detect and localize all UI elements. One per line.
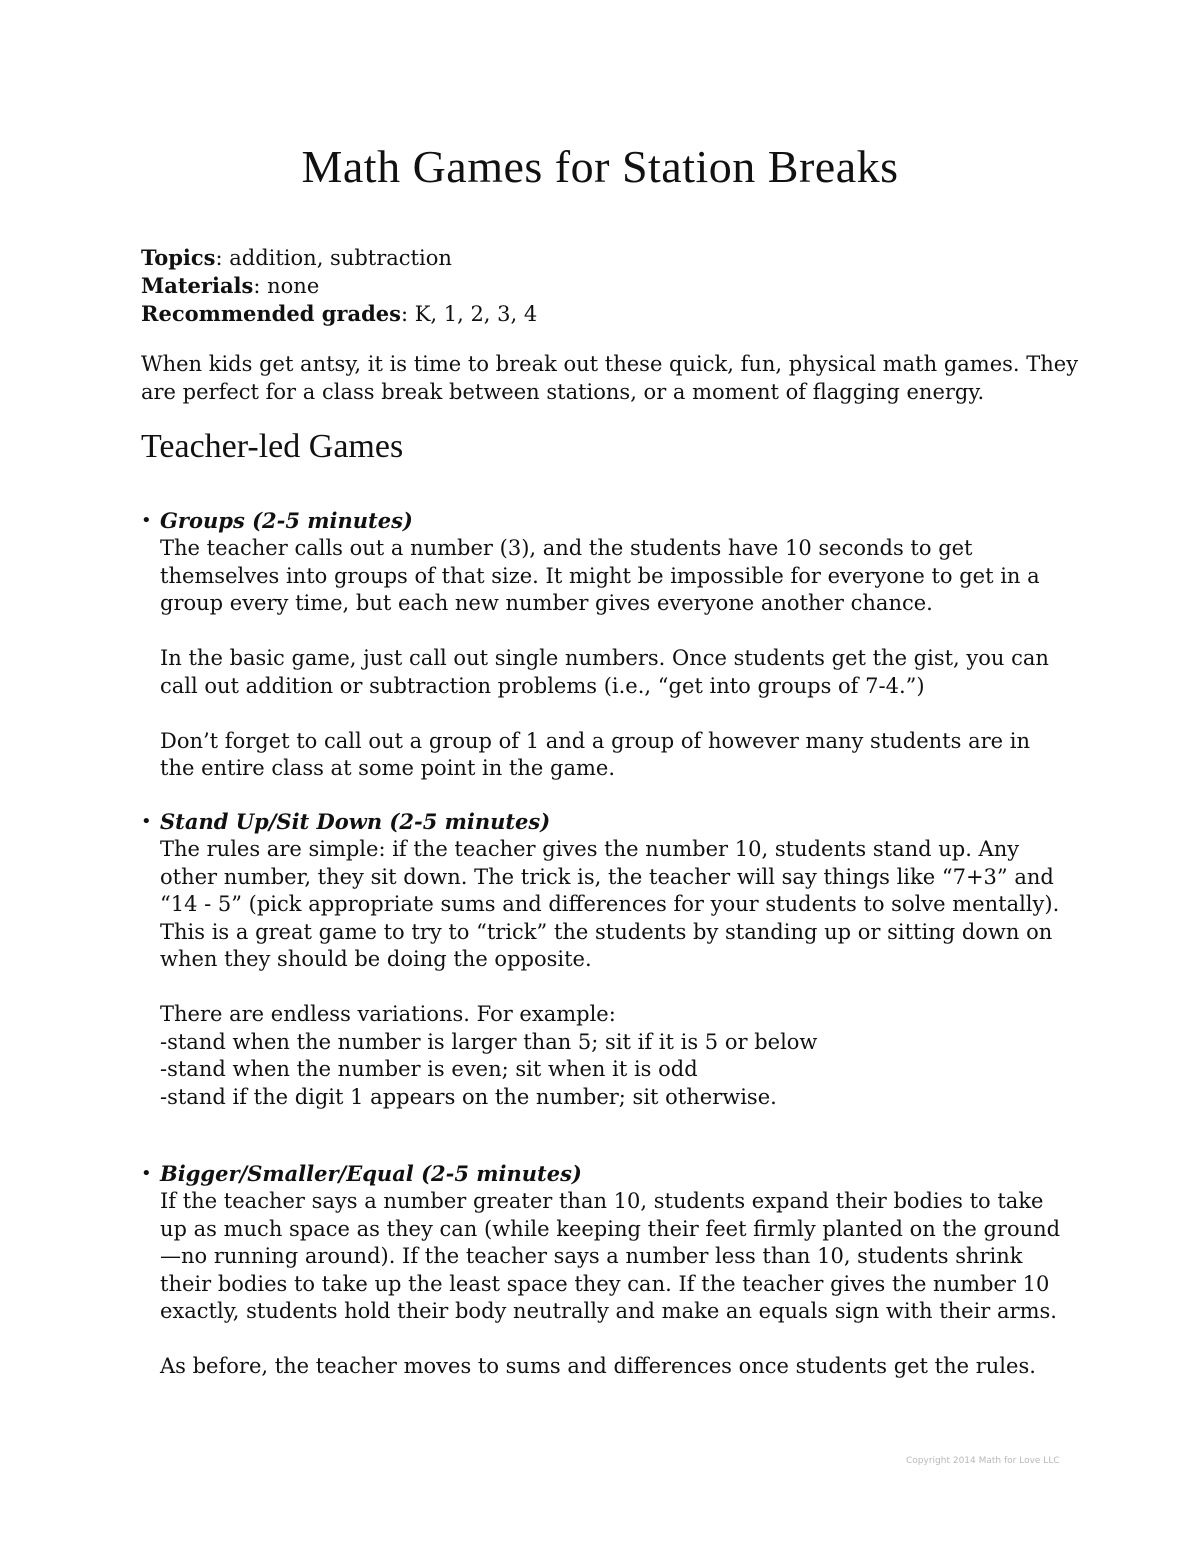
game-title: Stand Up/Sit Down (2-5 minutes): [160, 809, 551, 834]
materials-line: [141, 272, 1101, 300]
variation-item: -stand when the number is even; sit when it is odd: [160, 1057, 698, 1081]
page-title: Math Games for Station Breaks: [301, 141, 899, 192]
game-body: [160, 836, 1071, 1111]
game-paragraph: If the teacher says a number greater than 10, students expand their bodies to take up as much space as they can (while keeping their feet firmly planted on the ground—no running around). If the teacher says a number less than 10, students shrink their bodies to take up the least space they can. If the teacher gives the number 10 exactly, students hold their body neutrally and make an equals sign with their arms.: [160, 1189, 1061, 1323]
game-paragraph: The teacher calls out a number (3), and the students have 10 seconds to get themselves into groups of that size. It might be impossible for everyone to get in a group every time, but each new number gives everyone another chance.: [160, 536, 1040, 615]
game-title: Bigger/Smaller/Equal (2-5 minutes): [160, 1161, 582, 1186]
variation-item: -stand when the number is larger than 5; sit if it is 5 or below: [160, 1029, 818, 1054]
bullet-icon: •: [141, 811, 152, 832]
grades-line: [141, 300, 1101, 328]
variations-block: [160, 1001, 1071, 1111]
game-header: [141, 808, 1071, 836]
game-paragraph: As before, the teacher moves to sums and differences once students get the rules.: [160, 1354, 1036, 1378]
materials-value: : none: [253, 274, 320, 298]
game-paragraph: Don’t forget to call out a group of 1 and a group of however many students are in the entire class at some point in the game.: [160, 728, 1030, 780]
copyright-notice: Copyright 2014 Math for Love LLC: [906, 1456, 1060, 1466]
section-heading: Teacher-led Games: [141, 428, 404, 465]
game-header: [141, 507, 1071, 535]
bullet-icon: •: [141, 510, 152, 531]
intro-paragraph: When kids get antsy, it is time to break out these quick, fun, physical math games. They are perfect for a class break between stations, or a moment of flagging energy.: [141, 352, 1079, 404]
game-groups: [141, 507, 1071, 783]
topics-label: Topics: [141, 245, 216, 270]
game-paragraph: In the basic game, just call out single numbers. Once students get the gist, you can call out addition or subtraction problems (i.e., “get into groups of 7-4.”): [160, 646, 1049, 698]
game-paragraph: The rules are simple: if the teacher gives the number 10, students stand up. Any other number, they sit down. The trick is, the teacher will say things like “7+3” and “14 - 5” (pick appropriate sums and differences for your students to solve mentally). This is a great game to try to “trick” the students by standing up or sitting down on when they should be doing the opposite.: [160, 837, 1060, 971]
game-body: [160, 535, 1071, 783]
topics-value: : addition, subtraction: [215, 246, 452, 270]
game-header: [141, 1160, 1071, 1188]
bullet-icon: •: [141, 1163, 152, 1184]
topics-line: [141, 244, 1101, 272]
game-stand-up-sit-down: [141, 808, 1071, 1111]
grades-label: Recommended grades: [141, 301, 401, 326]
grades-value: : K, 1, 2, 3, 4: [400, 302, 538, 326]
materials-label: Materials: [141, 273, 254, 298]
game-body: [160, 1188, 1071, 1381]
game-bigger-smaller-equal: [141, 1160, 1071, 1381]
game-title: Groups (2-5 minutes): [160, 508, 413, 533]
lesson-meta: [141, 244, 1101, 328]
variation-item: -stand if the digit 1 appears on the number; sit otherwise.: [160, 1084, 777, 1109]
variations-intro: There are endless variations. For example:: [160, 1002, 616, 1026]
